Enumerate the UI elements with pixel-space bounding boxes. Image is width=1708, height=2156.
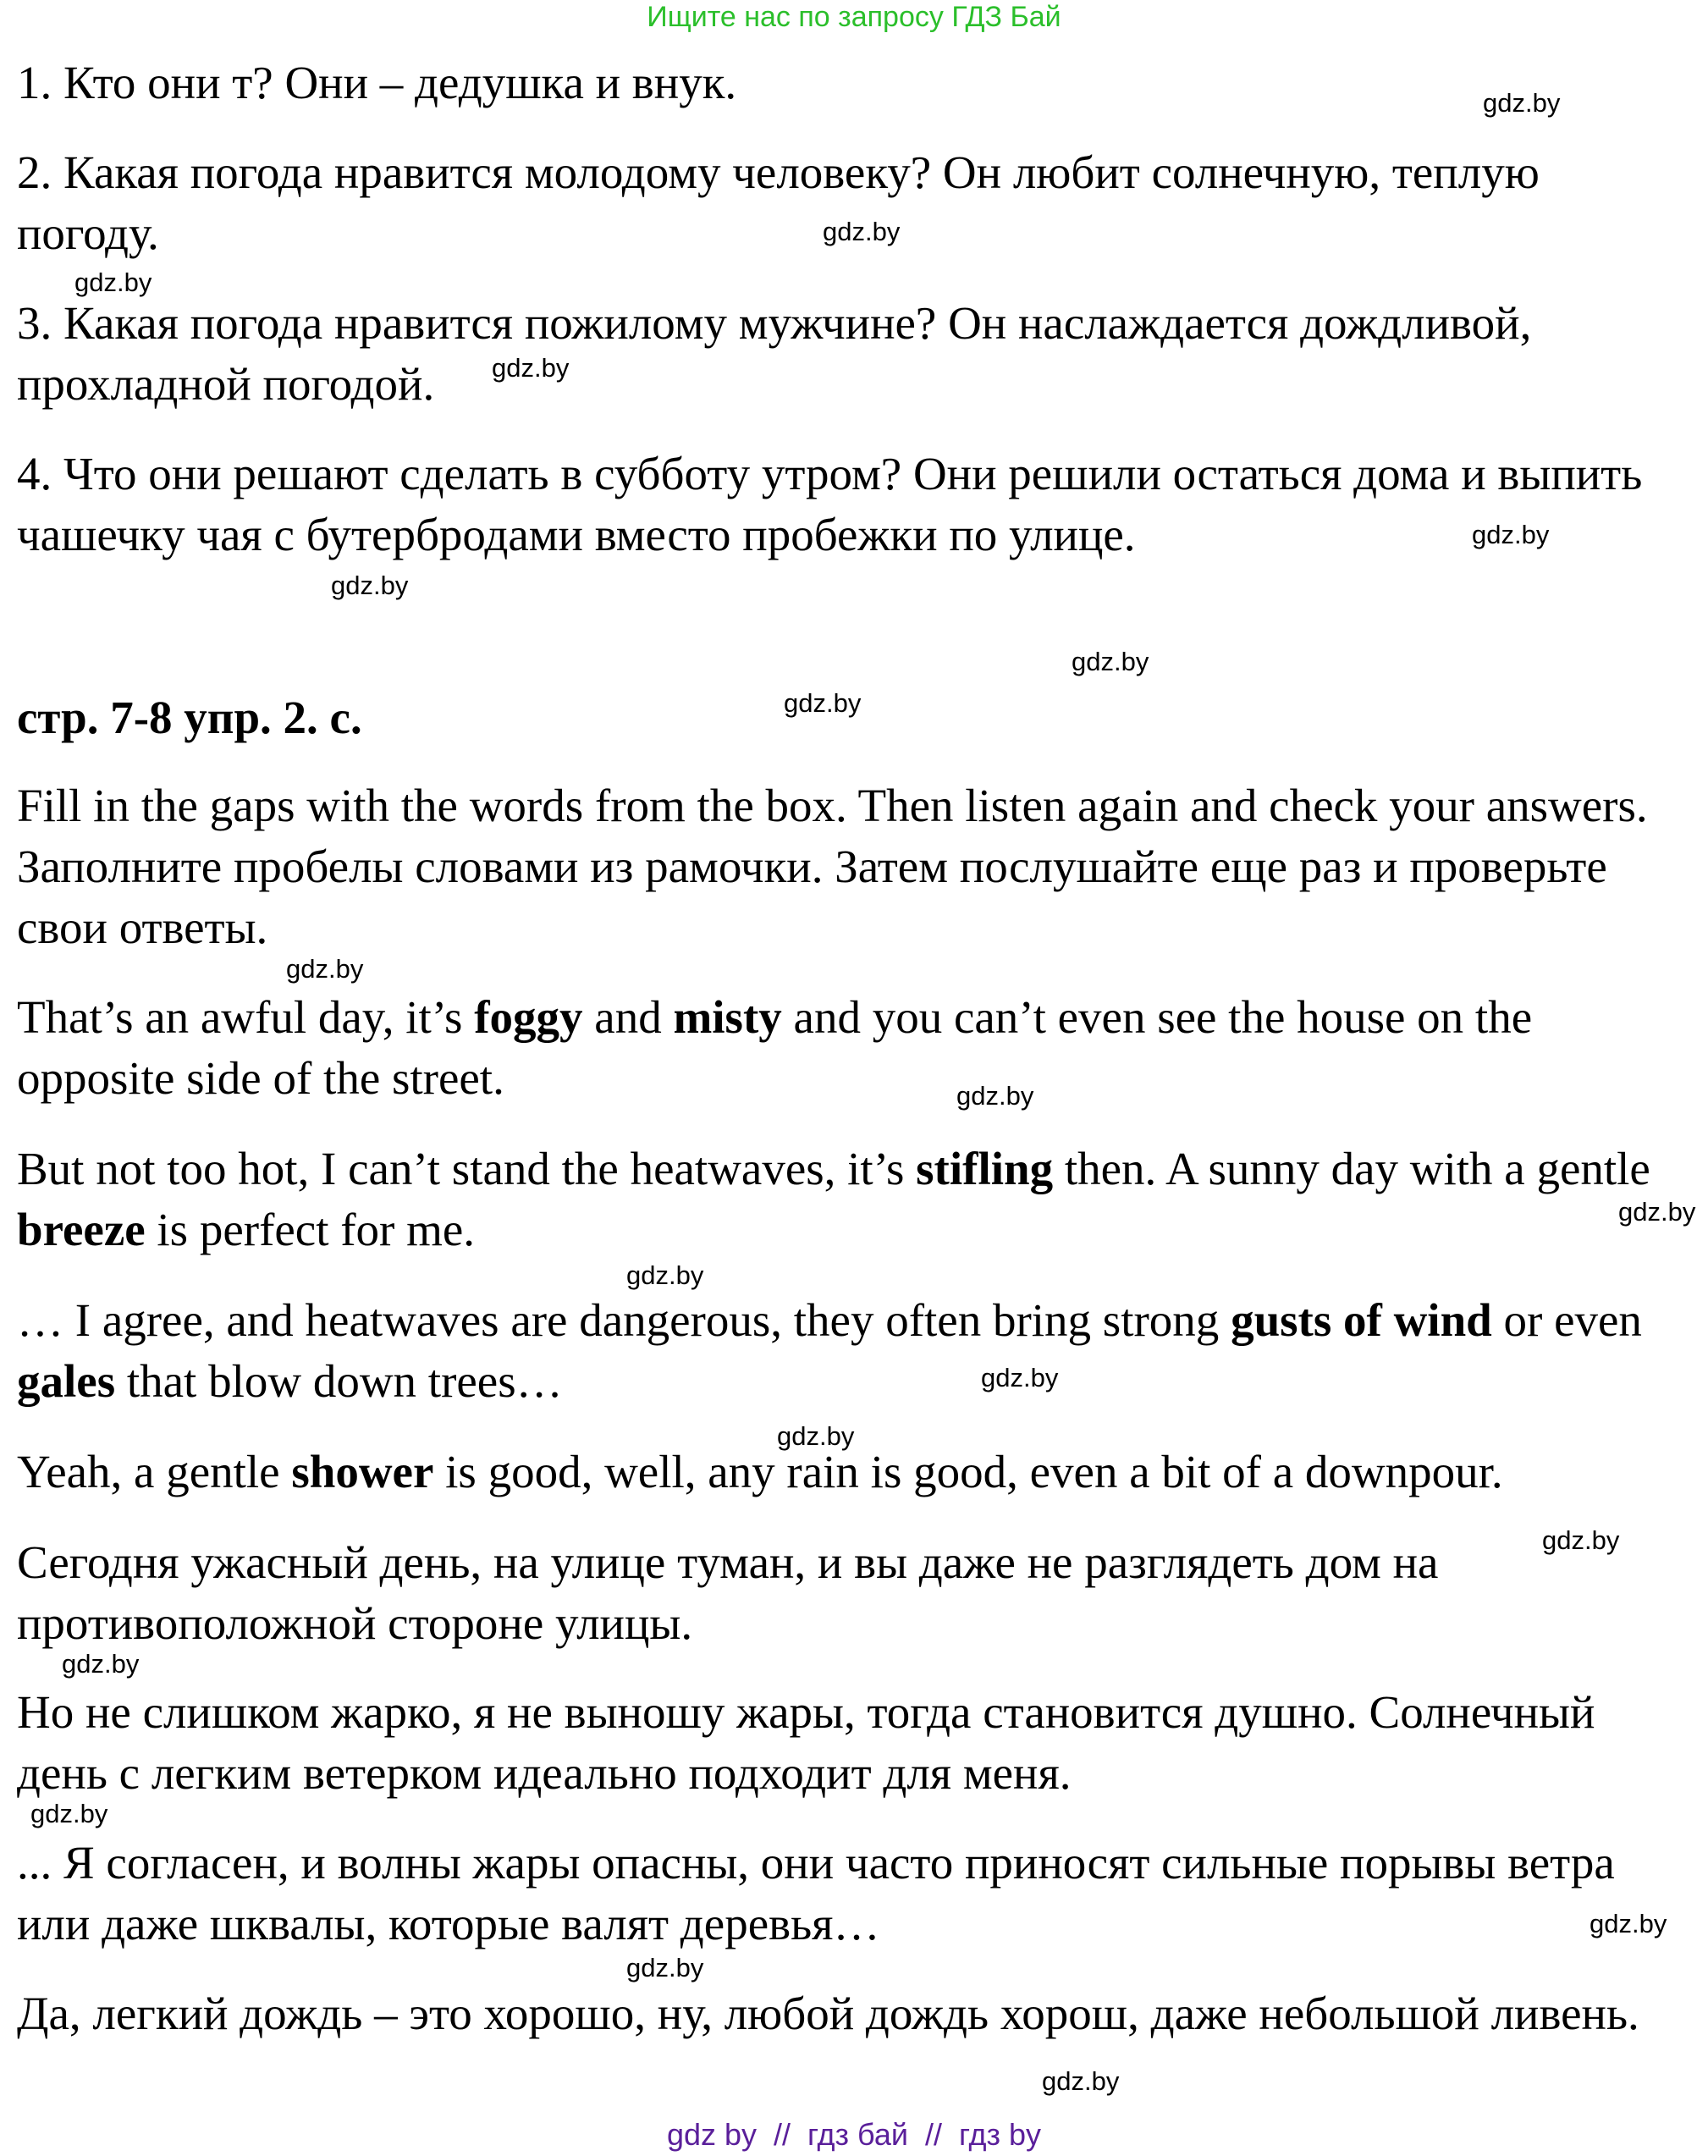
- watermark: gdz.by: [1483, 88, 1561, 118]
- watermark: gdz.by: [626, 1953, 704, 1982]
- watermark: gdz.by: [1072, 647, 1149, 676]
- watermark: gdz.by: [62, 1649, 140, 1679]
- answer-word-foggy: foggy: [474, 991, 583, 1043]
- russian-sentence-3: ... Я согласен, и волны жары опасны, они часто приносят сильные порывы ветра или даже шквалы, которые валят деревья…: [17, 1837, 1615, 1949]
- answer-word-misty: misty: [673, 991, 782, 1043]
- answer-word-gusts: gusts of wind: [1231, 1294, 1492, 1346]
- watermark: gdz.by: [956, 1081, 1034, 1111]
- english-sentence-1: That’s an awful day, it’s foggy and misty and you can’t even see the house on the opposite side of the street.: [17, 991, 1533, 1104]
- watermark: gdz.by: [30, 1799, 108, 1828]
- search-hint-header[interactable]: Ищите нас по запросу ГДЗ Бай: [647, 1, 1061, 33]
- answer-word-gales: gales: [17, 1355, 116, 1407]
- watermark: gdz.by: [823, 217, 901, 246]
- answer-word-shower: shower: [291, 1446, 434, 1497]
- answer-word-breeze: breeze: [17, 1204, 146, 1255]
- english-sentence-2: But not too hot, I can’t stand the heatwaves, it’s stifling then. A sunny day with a gentle breeze is perfect for me.: [17, 1143, 1650, 1255]
- english-sentence-3: … I agree, and heatwaves are dangerous, they often bring strong gusts of wind or even gales that blow down trees…: [17, 1294, 1642, 1407]
- russian-sentence-1: Сегодня ужасный день, на улице туман, и вы даже не разглядеть дом на противоположной стороне улицы.: [17, 1536, 1439, 1649]
- answer-2: 2. Какая погода нравится молодому человеку? Он любит солнечную, теплую погоду.: [17, 146, 1540, 259]
- russian-sentence-4: Да, легкий дождь – это хорошо, ну, любой дождь хорош, даже небольшой ливень.: [17, 1988, 1639, 2039]
- footer-links[interactable]: gdz by // гдз бай // гдз by: [666, 2117, 1042, 2152]
- watermark: gdz.by: [777, 1421, 855, 1451]
- watermark: gdz.by: [286, 954, 364, 984]
- watermark: gdz.by: [1542, 1525, 1620, 1555]
- watermark: gdz.by: [74, 267, 152, 297]
- english-sentence-4: Yeah, a gentle shower is good, well, any rain is good, even a bit of a downpour.: [17, 1446, 1503, 1497]
- watermark: gdz.by: [492, 353, 570, 383]
- task-instructions: Fill in the gaps with the words from the box. Then listen again and check your answers. Заполните пробелы словами из рамочки. Затем послушайте еще раз и проверьте свои ответы.: [17, 780, 1648, 953]
- answer-4: 4. Что они решают сделать в субботу утром? Они решили остаться дома и выпить чашечку чая с бутербродами вместо пробежки по улице.: [17, 448, 1643, 560]
- answer-3: 3. Какая погода нравится пожилому мужчине? Он наслаждается дождливой, прохладной погодой.: [17, 297, 1532, 410]
- watermark: gdz.by: [1472, 520, 1550, 549]
- watermark: gdz.by: [626, 1260, 704, 1290]
- watermark: gdz.by: [981, 1363, 1059, 1392]
- answer-word-stifling: stifling: [916, 1143, 1054, 1194]
- russian-sentence-2: Но не слишком жарко, я не выношу жары, тогда становится душно. Солнечный день с легким ветерком идеально подходит для меня.: [17, 1686, 1595, 1799]
- watermark: gdz.by: [1590, 1909, 1667, 1938]
- watermark: gdz.by: [1618, 1197, 1696, 1227]
- watermark: gdz.by: [784, 688, 862, 718]
- watermark: gdz.by: [1042, 2066, 1120, 2096]
- watermark: gdz.by: [331, 571, 409, 600]
- answer-1: 1. Кто они т? Они – дедушка и внук.: [17, 57, 737, 108]
- section-heading: стр. 7-8 упр. 2. с.: [17, 692, 362, 743]
